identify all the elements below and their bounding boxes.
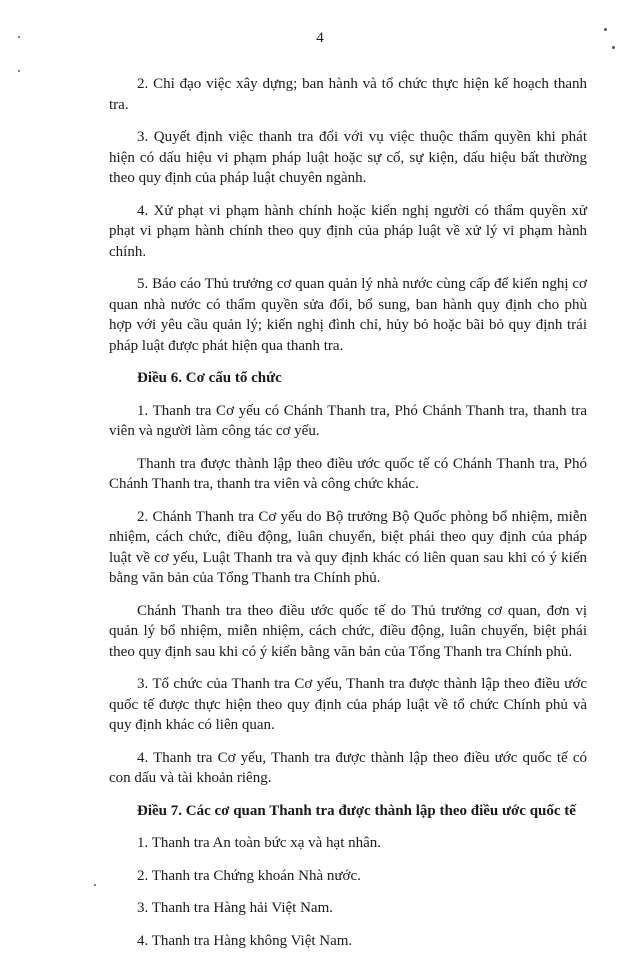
document-body [109, 74, 587, 963]
article-6-clause-1: 1. Thanh tra Cơ yếu có Chánh Thanh tra, Phó Chánh Thanh tra, thanh tra viên và người làm công tác cơ yếu. [109, 402, 587, 439]
clause-4: 4. Xử phạt vi phạm hành chính hoặc kiến nghị người có thẩm quyền xử phạt vi phạm hành chính theo quy định của pháp luật về xử lý vi phạm hành chính. [109, 202, 587, 260]
article-6-heading: Điều 6. Cơ cấu tổ chức [137, 370, 282, 386]
article-6-clause-1-continued: Thanh tra được thành lập theo điều ước quốc tế có Chánh Thanh tra, Phó Chánh Thanh tra, thanh tra viên và công chức khác. [109, 455, 587, 492]
article-6-clause-3: 3. Tổ chức của Thanh tra Cơ yếu, Thanh tra được thành lập theo điều ước quốc tế được thực hiện theo quy định của pháp luật về tổ chức Chính phủ và quy định khác có liên quan. [109, 676, 587, 733]
scan-speck [18, 70, 20, 72]
scan-speck [18, 36, 20, 38]
article-6-clause-2-continued: Chánh Thanh tra theo điều ước quốc tế do Thủ trưởng cơ quan, đơn vị quản lý bổ nhiệm, miễn nhiệm, cách chức, điều động, luân chuyển, biệt phái theo quy định sau khi có ý kiến bằng văn bản của Tổng Thanh tra Chính phủ. [109, 602, 587, 660]
clause-2: 2. Chỉ đạo việc xây dựng; ban hành và tổ chức thực hiện kế hoạch thanh tra. [109, 76, 587, 113]
article-6-clause-4: 4. Thanh tra Cơ yếu, Thanh tra được thành lập theo điều ước quốc tế có con dấu và tài khoản riêng. [109, 749, 587, 786]
article-6-clause-2: 2. Chánh Thanh tra Cơ yếu do Bộ trưởng Bộ Quốc phòng bổ nhiệm, miễn nhiệm, cách chức, điều động, luân chuyển, biệt phái theo quy định của pháp luật về cơ yếu, Luật Thanh tra và quy định khác có liên quan sau khi có ý kiến bằng văn bản của Tổng Thanh tra Chính phủ. [109, 508, 587, 586]
scan-speck [94, 884, 96, 886]
article-7-item-4: 4. Thanh tra Hàng không Việt Nam. [137, 932, 353, 949]
clause-3: 3. Quyết định việc thanh tra đối với vụ việc thuộc thẩm quyền khi phát hiện có dấu hiệu vi phạm pháp luật hoặc sự cố, sự kiện, dấu hiệu bất thường theo quy định của pháp luật chuyên ngành. [109, 129, 587, 186]
scan-speck [604, 28, 607, 31]
article-7-item-2: 2. Thanh tra Chứng khoán Nhà nước. [137, 867, 361, 884]
article-7-item-1: 1. Thanh tra An toàn bức xạ và hạt nhân. [137, 835, 382, 851]
article-7-item-3: 3. Thanh tra Hàng hải Việt Nam. [137, 900, 333, 916]
article-7-heading: Điều 7. Các cơ quan Thanh tra được thành lập theo điều ước quốc tế [137, 802, 576, 819]
clause-5: 5. Báo cáo Thủ trưởng cơ quan quản lý nhà nước cùng cấp để kiến nghị cơ quan nhà nước có thẩm quyền sửa đổi, bổ sung, ban hành quy định cho phù hợp với yêu cầu quản lý; kiến nghị đình chỉ, hủy bỏ hoặc bãi bỏ quy định trái pháp luật được phát hiện qua thanh tra. [109, 276, 587, 354]
scan-speck [612, 46, 615, 49]
page-number: 4 [316, 30, 324, 46]
